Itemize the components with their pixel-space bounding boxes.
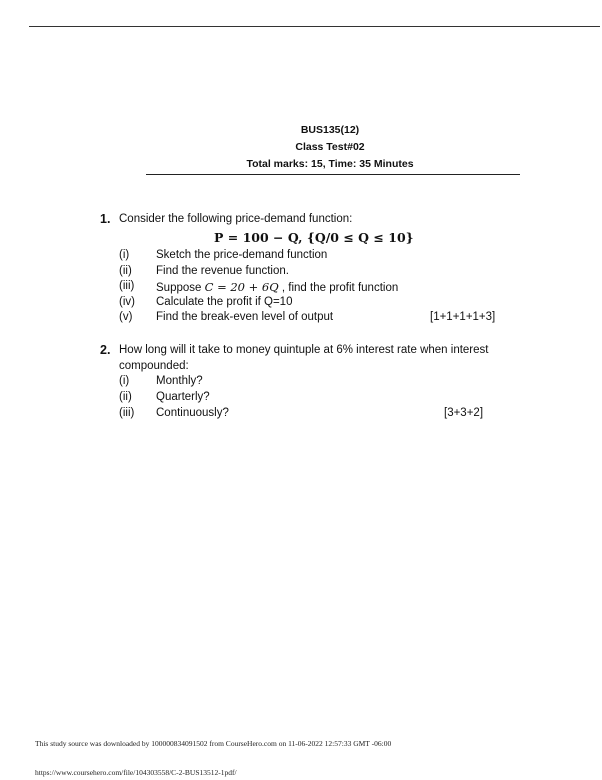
q1-item-num: (ii) — [119, 265, 132, 277]
q1-item-pre: Suppose — [156, 282, 205, 294]
download-notice: This study source was downloaded by 100000834091502 from CourseHero.com on 11-06-2022 12:57:33 GMT -06:00 — [35, 739, 392, 748]
question-1-number: 1. — [100, 212, 111, 226]
q1-item-text: Find the break-even level of output — [156, 311, 334, 323]
q2-item-num: (iii) — [119, 407, 135, 419]
q1-item-text: Calculate the profit if Q=10 — [156, 296, 293, 308]
top-rule — [29, 26, 600, 27]
header-divider — [146, 174, 520, 175]
question-2-text-cont: compounded: — [119, 360, 189, 372]
question-2-text: How long will it take to money quintuple at 6% interest rate when interest — [119, 344, 489, 356]
q1-item-text: Find the revenue function. — [156, 265, 289, 277]
q2-item-num: (ii) — [119, 391, 132, 403]
q2-item-text: Quarterly? — [156, 391, 210, 403]
test-title: Class Test#02 — [295, 141, 365, 153]
q1-marks: [1+1+1+1+3] — [430, 311, 496, 323]
q1-item-num: (v) — [119, 311, 133, 323]
q2-item-text: Monthly? — [156, 375, 203, 387]
q1-item-post: , find the profit function — [278, 282, 399, 294]
question-1-text: Consider the following price-demand function: — [119, 213, 353, 225]
q1-item-num: (iii) — [119, 280, 135, 292]
question-2-number: 2. — [100, 343, 111, 357]
q2-item-text: Continuously? — [156, 407, 229, 419]
course-code: BUS135(12) — [300, 124, 360, 136]
test-meta: Total marks: 15, Time: 35 Minutes — [246, 158, 414, 170]
q1-item-text — [156, 280, 398, 294]
price-demand-formula: P = 100 − Q, {Q/0 ≤ Q ≤ 10} — [214, 230, 414, 245]
cost-function: C = 20 + 6Q — [204, 280, 279, 294]
q1-item-text: Sketch the price-demand function — [156, 249, 328, 261]
source-url[interactable]: https://www.coursehero.com/file/104303558/C-2-BUS13512-1pdf/ — [35, 768, 237, 777]
q1-item-num: (i) — [119, 249, 130, 261]
q2-marks: [3+3+2] — [444, 407, 484, 419]
q2-item-num: (i) — [119, 375, 130, 387]
q1-item-num: (iv) — [119, 296, 135, 308]
